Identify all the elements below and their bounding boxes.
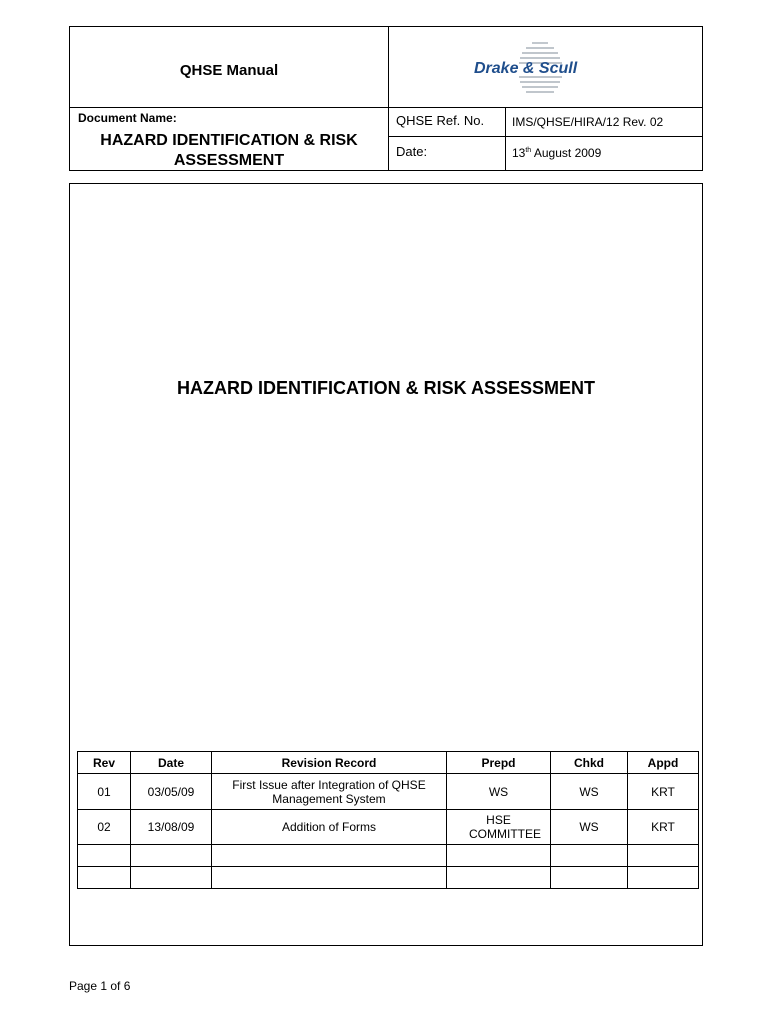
table-cell: [447, 867, 551, 889]
column-header: Rev: [78, 752, 131, 774]
table-cell: [78, 845, 131, 867]
revision-table-header: [78, 752, 699, 774]
document-name: HAZARD IDENTIFICATION & RISK ASSESSMENT: [100, 132, 358, 169]
table-cell: Addition of Forms: [212, 810, 447, 845]
table-cell: [628, 867, 699, 889]
table-cell: [551, 867, 628, 889]
header-right-row-divider: [388, 136, 702, 137]
table-cell: KRT: [628, 774, 699, 810]
table-row: [78, 810, 699, 845]
table-cell: WS: [447, 774, 551, 810]
header-row-divider: [70, 107, 702, 108]
main-title: HAZARD IDENTIFICATION & RISK ASSESSMENT: [176, 378, 595, 398]
ref-value: IMS/QHSE/HIRA/12 Rev. 02: [512, 115, 664, 129]
date-day: 13: [512, 146, 526, 160]
table-row: [78, 867, 699, 889]
revision-table: [77, 751, 699, 889]
table-cell: [212, 845, 447, 867]
company-logo: [470, 37, 610, 97]
table-cell: [131, 867, 212, 889]
header-vertical-divider: [388, 27, 389, 170]
table-cell: 01: [78, 774, 131, 810]
document-header: [69, 26, 703, 171]
table-cell: [447, 845, 551, 867]
table-cell: WS: [551, 774, 628, 810]
header-right-col-divider: [505, 107, 506, 170]
column-header: Appd: [628, 752, 699, 774]
table-cell: [551, 845, 628, 867]
date-suffix: th: [525, 147, 532, 154]
page-number: Page 1 of 6: [69, 979, 131, 993]
table-row: [78, 845, 699, 867]
table-cell: [131, 845, 212, 867]
table-cell: KRT: [628, 810, 699, 845]
table-cell: WS: [551, 810, 628, 845]
table-cell: [212, 867, 447, 889]
table-cell: 13/08/09: [131, 810, 212, 845]
date-value: [512, 146, 601, 160]
ref-label: QHSE Ref. No.: [396, 113, 485, 128]
date-rest: August 2009: [533, 146, 602, 160]
manual-title: QHSE Manual: [179, 62, 279, 79]
column-header: Chkd: [551, 752, 628, 774]
table-cell: HSE COMMITTEE: [447, 810, 551, 845]
table-cell: First Issue after Integration of QHSE Management System: [212, 774, 447, 810]
table-cell: 02: [78, 810, 131, 845]
table-row: [78, 774, 699, 810]
table-cell: 03/05/09: [131, 774, 212, 810]
logo-text: Drake & Scull: [474, 60, 578, 77]
document-name-label: Document Name:: [78, 111, 177, 125]
column-header: Prepd: [447, 752, 551, 774]
date-label: Date:: [396, 144, 428, 159]
column-header: Revision Record: [212, 752, 447, 774]
table-cell: [78, 867, 131, 889]
column-header: Date: [131, 752, 212, 774]
table-cell: [628, 845, 699, 867]
